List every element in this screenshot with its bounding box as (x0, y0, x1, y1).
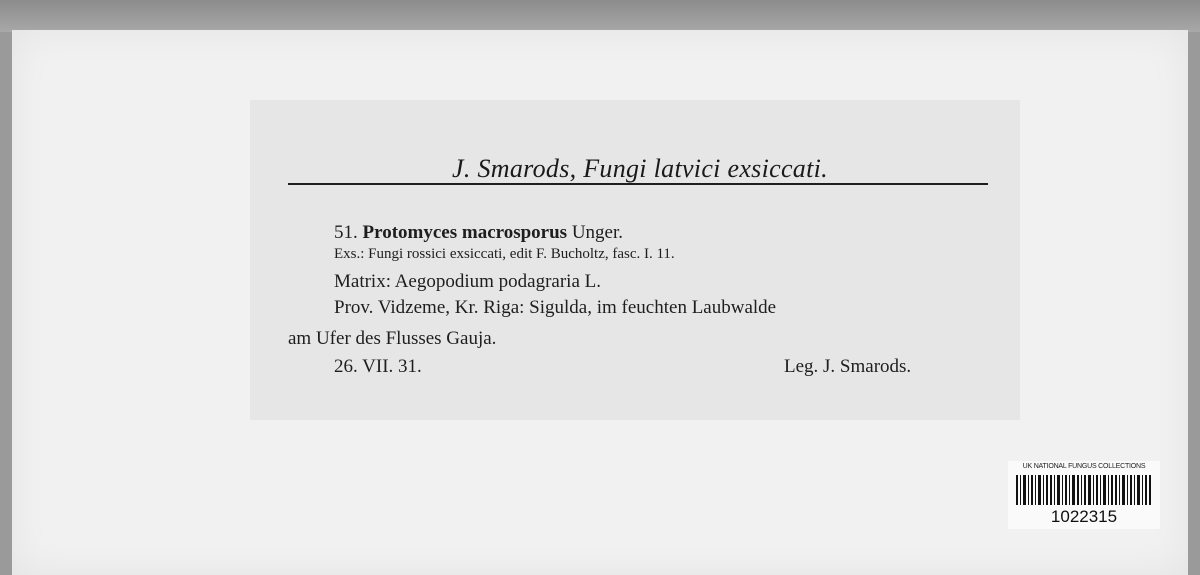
barcode-label (1008, 461, 1160, 529)
barcode-header: UK NATIONAL FUNGUS COLLECTIONS (1022, 463, 1146, 470)
barcode-icon (1016, 475, 1152, 505)
collection-date: 26. VII. 31. (334, 356, 422, 377)
species-name: Protomyces macrosporus (362, 222, 568, 243)
title-rule (288, 183, 988, 185)
specimen-number: 51. (334, 222, 358, 243)
exsiccata-line: Exs.: Fungi rossici exsiccati, edit F. Bucholtz, fasc. I. 11. (334, 246, 675, 262)
collector: Leg. J. Smarods. (784, 356, 912, 377)
species-author: Unger. (571, 222, 624, 243)
barcode-number: 1022315 (1050, 507, 1118, 526)
locality-line-1: Prov. Vidzeme, Kr. Riga: Sigulda, im feuchten Laubwalde (334, 297, 777, 318)
label-title: J. Smarods, Fungi latvici exsiccati. (452, 154, 828, 183)
species-line (334, 222, 623, 244)
locality-line-2: am Ufer des Flusses Gauja. (288, 328, 497, 349)
matrix-line: Matrix: Aegopodium podagraria L. (334, 271, 601, 292)
herbarium-sheet-top-edge (0, 0, 1200, 32)
